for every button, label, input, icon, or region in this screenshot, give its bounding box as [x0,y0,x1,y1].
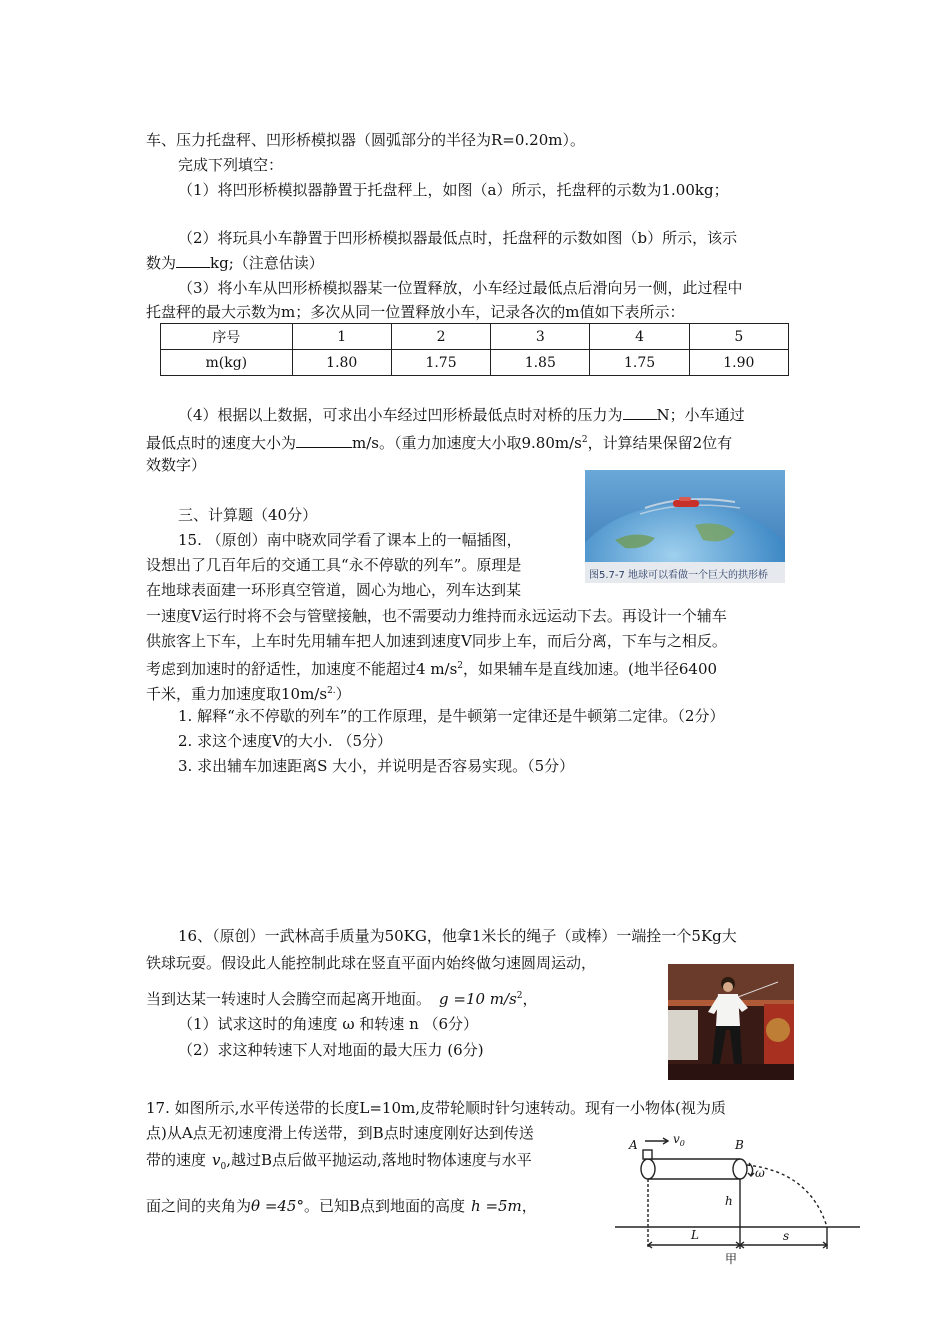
label-h: h [725,1194,733,1208]
table-row [161,350,789,376]
text-line: 托盘秤的最大示数为m；多次从同一位置释放小车，记录各次的m值如下表所示： [146,303,685,321]
table-cell: 4 [590,324,689,350]
text-line [146,656,717,679]
text-line: （2）将玩具小车静置于凹形桥模拟器最低点时，托盘秤的示数如图（b）所示，该示 [178,229,738,247]
text-line: （1）将凹形桥模拟器静置于托盘秤上，如图（a）所示，托盘秤的示数为1.00kg； [178,181,729,199]
text-line [146,986,538,1009]
list-item: 1. 解释“永不停歇的列车”的工作原理，是牛顿第一定律还是牛顿第二定律。（2分） [178,707,725,725]
text: 面之间的夹角为 [146,1197,252,1215]
text-line: 设想出了几百年后的交通工具“永不停歇的列车”。原理是 [146,556,522,574]
label-omega: ω [755,1166,765,1180]
text: 千米，重力加速度取10m/s [146,685,328,703]
text-line: 点)从A点无初速度滑上传送带，到B点时速度刚好达到传送 [146,1124,534,1142]
text: 当到达某一转速时人会腾空而起离开地面。 [146,990,432,1008]
figure-caption: 甲 [725,1252,738,1266]
martial-artist-photo [668,964,794,1080]
text: kg;（注意估读） [210,254,324,272]
text-line: 在地球表面建一环形真空管道，圆心为地心，列车达到某 [146,581,522,599]
table-cell: 1.75 [590,350,689,376]
image-caption: 图5.7-7 地球可以看做一个巨大的拱形桥 [589,570,769,581]
text-line: （1）试求这时的角速度 ω 和转速 n （6分） [178,1015,479,1033]
answer-blank[interactable] [296,433,352,448]
text-line: （2）求这种转速下人对地面的最大压力 (6分) [178,1041,484,1059]
text: （4）根据以上数据，可求出小车经过凹形桥最低点时对桥的压力为 [178,406,623,424]
superscript: 2 [457,661,464,671]
conveyor-belt-diagram [615,1127,865,1267]
text: ,越过B点后做平抛运动,落地时物体速度与水平 [226,1151,532,1169]
text-line: 铁球玩耍。假设此人能控制此球在竖直平面内始终做匀速圆周运动， [146,954,597,972]
text-line [146,253,324,273]
answer-blank[interactable] [176,253,210,268]
table-row [161,324,789,350]
table-cell: 2 [391,324,490,350]
text: 最低点时的速度大小为 [146,434,297,452]
superscript: 2 [581,435,588,445]
text-line: 车、压力托盘秤、凹形桥模拟器（圆弧部分的半径为R=0.20m）。 [146,131,585,149]
formula: v [212,1151,221,1169]
label-l: L [691,1228,699,1242]
label-a: A [629,1138,638,1152]
label-s: s [783,1229,790,1243]
table-cell: 3 [491,324,590,350]
answer-blank[interactable] [623,405,657,420]
text-line [146,1150,532,1177]
text: ，计算结果保留2位有 [587,434,733,452]
text: N；小车通过 [656,406,745,424]
text-line: 17. 如图所示,水平传送带的长度L=10m,皮带轮顺时针匀速转动。现有一小物体(视为质 [146,1099,726,1117]
text: 。已知B点到地面的高度 [303,1197,466,1215]
formula: g =10 m/s [439,990,517,1008]
text: 考虑到加速时的舒适性，加速度不能超过4 m/s [146,660,458,678]
table-cell: 1.85 [491,350,590,376]
section-heading: 三、计算题（40分） [178,506,318,524]
table-cell: 1.90 [689,350,788,376]
formula: h =5m [471,1197,522,1215]
text: ， [522,990,538,1008]
text: 带的速度 [146,1151,207,1169]
text: 数为 [146,254,177,272]
label-v0: $v_0$ [673,1132,685,1148]
text: ，如果辅车是直线加速。(地半径6400 [463,660,718,678]
list-item: 3. 求出辅车加速距离S 大小，并说明是否容易实现。（5分） [178,757,575,775]
text: ） [335,685,351,703]
table-cell: 1 [292,324,391,350]
text: ， [521,1197,537,1215]
text-line [178,405,745,425]
text: m/s。（重力加速度大小取9.80m/s [352,434,582,452]
text-line: 一速度V运行时将不会与管壁接触，也不需要动力维持而永远运动下去。再设计一个辅车 [146,607,727,625]
text-line: 16、（原创）一武林高手质量为50KG，他拿1米长的绳子（或棒）一端拴一个5Kg大 [178,927,737,945]
superscript: 2 [516,991,523,1001]
table-cell: m(kg) [161,350,293,376]
data-table [160,323,789,376]
text-line: 效数字） [146,456,207,474]
text-line [146,681,351,704]
text-line [146,1196,537,1216]
label-b: B [735,1138,744,1152]
formula: θ =45° [251,1197,304,1215]
text-line: 15. （原创）南中晓欢同学看了课本上的一幅插图， [178,531,522,549]
subscript: 0 [220,1162,227,1172]
text-line [146,430,732,453]
table-cell: 5 [689,324,788,350]
superscript: 2. [327,686,336,696]
text-line: 供旅客上下车，上车时先用辅车把人加速到速度V同步上车，而后分离，下车与之相反。 [146,632,727,650]
earth-arch-bridge-image [585,470,785,583]
table-cell: 1.80 [292,350,391,376]
text-line: 完成下列填空： [178,156,284,174]
table-cell: 1.75 [391,350,490,376]
text-line: （3）将小车从凹形桥模拟器某一位置释放，小车经过最低点后滑向另一侧，此过程中 [178,279,743,297]
list-item: 2. 求这个速度V的大小. （5分） [178,732,392,750]
table-cell: 序号 [161,324,293,350]
